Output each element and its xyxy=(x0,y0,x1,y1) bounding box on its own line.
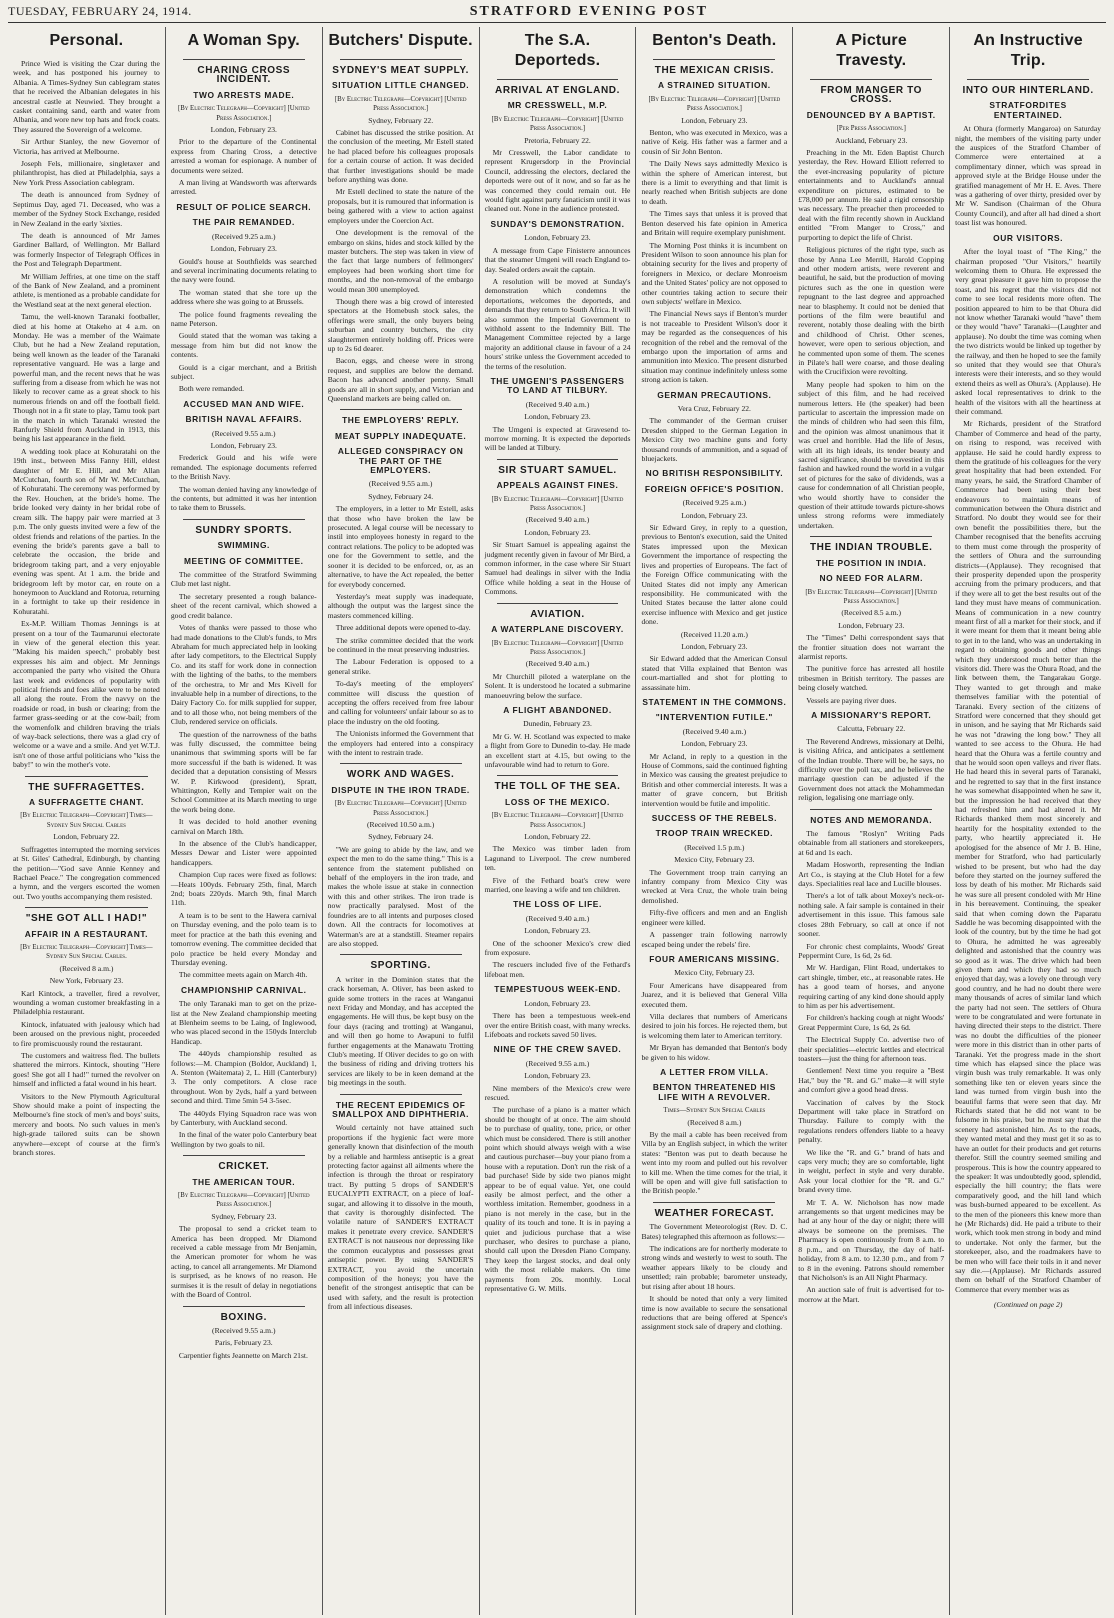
article-paragraph: A resolution will be moved at Sunday's demonstration which condemns the deportations, welcomes the deporteds, and demands that they return to South Africa. It will also summon the Imperial Government to withhold assent to the Indemnity Bill. The Management Committee rejected by a large majority an additional clause in favour of a 24 hours' strike unless the Government acceded to the terms of the resolution. xyxy=(484,276,631,371)
section-headline: THE TOLL OF THE SEA. xyxy=(494,781,621,793)
dateline: (Received 9.25 a.m.) xyxy=(682,498,747,508)
article-paragraph: The committee meets again on March 4th. xyxy=(178,970,308,980)
article-paragraph: Preaching in the Mt. Eden Baptist Church yesterday, the Rev. Howard Elliott referred to the ever-increasing popularity of picture entertainments and to Auckland's annual expenditure on pictures, estimated to be £78,000 per annum. He said a rigid censorship was necessary. The preacher then proceeded to deal with the film recently shown in Auckland entitled "From Manger to Cross," and purporting to depict the life of Christ. xyxy=(798,148,945,242)
article-paragraph: Gould stated that the woman was taking a message from him but did not know the contents. xyxy=(170,331,317,360)
article-paragraph: An auction sale of fruit is advertised for to-morrow at the Mart. xyxy=(798,1285,945,1304)
article-paragraph: Visitors to the New Plymouth Agricultural Show should make a point of inspecting the Melbourne's fine stock of men's and boys' suits, mercery and boots. No such values in men's high-grade tailored suits can be shown anywhere—except of course at the firm's branch stores. xyxy=(13,1091,160,1158)
article-paragraph: A team is to be sent to the Hawera carnival on Thursday evening, and the polo team is to meet for practice at the bath this evening and tomorrow evening. The committee decided that polo practice be held every Monday and Thursday evening. xyxy=(170,910,317,967)
paper-title: STRATFORD EVENING POST xyxy=(469,4,708,19)
column-rule xyxy=(967,79,1089,80)
article-paragraph: Would certainly not have attained such proportions if the hygienic fact were more generally known that disinfection of the mouth by a reliable and harmless antiseptic is a great protecting factor against all ailments where the infection is through the throat or respiratory tract. By putting 5 drops of SANDER'S EUCALYPTI EXTRACT, on a piece of loaf-sugar, and allowing it to dissolve in the mouth, that cavity is thoroughly disinfected. The volatile nature of SANDER'S EXTRACT makes it penetrate every crevice. SANDER'S EXTRACT is not nauseous nor depressing like the common eucalyptus and possesses great antiseptic power. By using SANDER'S EXTRACT, you avoid the uncertain composition of the honeys; you have the benefit of the strongest antiseptic that can be used with safety, and the result is protection from all infectious diseases. xyxy=(327,1123,474,1312)
wire-credit: [By Electric Telegraph—Copyright] Times—Sydney Sun Special Cables. xyxy=(20,943,153,961)
article-paragraph: One development is the removal of the embargo on skins, hides and stock killed by the master butchers. The step was taken in view of the fact that large numbers of fellmongers' employees had been working short time for months, and the non-removal of the embargo would mean 300 unemployed. xyxy=(327,228,474,294)
article-paragraph: Sir Edward Grey, in reply to a question, previous to Benton's execution, said the United States impressed upon the Mexican Government the importance of respecting the lives and properties of Europeans. The fact of the Foreign Office communicating with the United States did not imply any American responsibility. He communicated with the United States because the latter alone could exercise influence with Mexico and get justice done. xyxy=(641,523,788,627)
article-paragraph: The Labour Federation is opposed to a general strike. xyxy=(327,657,474,676)
dateline: Sydney, February 24. xyxy=(368,491,434,501)
dateline: Sydney, February 24. xyxy=(368,832,434,842)
column-headline: The S.A. Deporteds. xyxy=(514,32,601,69)
section-headline: WEATHER FORECAST. xyxy=(654,1207,775,1219)
article-paragraph: Three additional depots were opened to-day. xyxy=(335,623,471,633)
subheadline: LOSS OF THE MEXICO. xyxy=(505,796,610,807)
section-headline: CHARING CROSS INCIDENT. xyxy=(197,65,291,86)
dateline: (Received 10.50 a.m.) xyxy=(367,820,435,830)
subheadline: RESULT OF POLICE SEARCH. xyxy=(176,201,312,212)
dateline: (Received 9.40 a.m.) xyxy=(682,726,747,736)
column-rule xyxy=(653,1202,775,1203)
article-paragraph: Tamu, the well-known Taranaki footballer, died at his home at Otakeho at 4 a.m. on Monday. He was a member of the Waimate Club, but he had a New Zealand reputation, being well known as the leader of the Taranaki representative vanguard. He was a large and powerful man, and the recent news that he was suffering from a disease from which he was not likely to recover came as a great shock to his numerous friends on and off the football field. Though not in a fit state to play, Tamu took part in the match in which Taranaki wrested the Ranfurly Shield from Auckland in 1913, this being his last appearance in the field. xyxy=(13,312,160,444)
article-paragraph: There has been a tempestuous week-end over the entire British coast, with many wrecks. Lifeboats and rockets saved 50 lives. xyxy=(484,1011,631,1039)
article-paragraph: Religious pictures of the right type, such as those by Anna Lee Merrill, Harold Copping and other modern artists, were reverent and beautiful, he said, but the production of moving pictures such as the one in question were repugnant to the last degree and approached near to blasphemy. It could not be denied that portions of the film were beautiful and reverent, notably those dealing with the birth and childhood of Christ. Other scenes, however, were open to serious objection, and he commented upon some of them. The scenes in Pilate's hall were coarse, and those dealing with the Crucifixion were revolting. xyxy=(798,245,945,377)
subheadline: THE AMERICAN TOUR. xyxy=(192,1176,296,1187)
article-paragraph: After the loyal toast of "The King," the chairman proposed "Our Visitors," heartily welcoming them to Ohura. He expressed the very great pleasure it gave him to propose the toast, and his regret that the visitors did not come to see local residents more often. The position appeared to him to be that Ohura did not know whether Taranaki would "have" them or they would "have" Taranaki—(Laughter and applause). No doubt the time was coming when the two districts would be linked up together by the railway, and then he hoped to see the family so united that they would see that Ohura's interests were their interests, and so they would extend theirs as well as Ohura's. (Applause). He asked local representatives to drink to the health of the visitors with all the heartiness at their command. xyxy=(955,247,1102,416)
dateline: Sydney, February 23. xyxy=(211,1211,277,1221)
section-headline: THE EMPLOYERS' REPLY. xyxy=(342,415,460,426)
article-paragraph: The only Taranaki man to get on the prize-list at the New Zealand championship meeting at Blenheim seems to be Laing, of Inglewood, who was placed second in the 150yds Interclub Handicap. xyxy=(170,999,317,1046)
article-paragraph: The famous "Roslyn" Writing Pads obtainable from all stationers and storekeepers, at 6d and 1s each. xyxy=(798,829,945,857)
wire-credit: [By Electric Telegraph—Copyright] [United Press Association.] xyxy=(491,495,624,513)
subheadline: BENTON THREATENED HIS LIFE WITH A REVOLVER. xyxy=(652,1082,776,1102)
article-paragraph: For children's hacking cough at night Woods' Great Peppermint Cure, 1s 6d, 2s 6d. xyxy=(798,1013,945,1032)
subheadline: THE PAIR REMANDED. xyxy=(192,217,295,228)
dateline: New York, February 23. xyxy=(49,976,124,986)
article-paragraph: The Unionists informed the Government that the employers had entered into a conspiracy with the intent to restrain trade. xyxy=(327,729,474,757)
subheadline: DISPUTE IN THE IRON TRADE. xyxy=(331,784,470,795)
dateline: (Received 9.40 a.m.) xyxy=(525,515,590,525)
article-paragraph: A man living at Wandsworth was afterwards arrested. xyxy=(170,178,317,197)
column-rule xyxy=(497,603,619,604)
article-paragraph: Champion Cup races were fixed as follows:—Heats 100yds. February 25th, final, March 2nd; boats 220yds. March 9th, final March 11th. xyxy=(170,870,317,908)
wire-credit: [Per Press Association.] xyxy=(836,125,906,133)
column-rule xyxy=(653,59,775,60)
wire-credit: [By Electric Telegraph—Copyright] [United Press Association.] xyxy=(334,800,467,817)
article-paragraph: Votes of thanks were passed to those who had made donations to the Club's funds, to Mrs Abraham for much appreciated help in looking after lady competitors, to the Electrical Supply Co. and its staff for work done in connection with the lighting of the baths, to the members of the orchestra, to Mr and Mrs Kivell for invaluable help in a number of directions, to the Dairy Factory Co. for milk supplied for supper, and to all those who, not being members of the Club, rendered service on officials. xyxy=(170,623,317,727)
subheadline: FOREIGN OFFICE'S POSITION. xyxy=(644,483,784,494)
subheadline: THE POSITION IN INDIA. xyxy=(816,557,927,568)
column-rule xyxy=(183,59,305,60)
article-paragraph: Cabinet has discussed the strike position. At the conclusion of the meeting, Mr Estell stated he had placed before his colleagues proposals for a certain course of action. It was decided that further investigations should be made before anything was done. xyxy=(327,128,474,185)
section-headline: SYDNEY'S MEAT SUPPLY. xyxy=(332,65,469,76)
article-paragraph: The Morning Post thinks it is incumbent on President Wilson to soon announce his plan for obtaining security for the lives and property of foreigners in Mexico, or declare Monroeism and the United States' policy are not opposed to other countries taking action to secure their own subjects' welfare in Mexico. xyxy=(641,240,788,306)
article-paragraph: Villa declares that numbers of Americans desired to join his forces. He rejected them, but is welcoming them later to American territory. xyxy=(641,1011,788,1040)
article-paragraph: Mr Acland, in reply to a question in the House of Commons, said the continued fighting in Mexico was causing the greatest prejudice to British and other commercial interests. It was a matter of grave concern, but British intervention would be futile and impolitic. xyxy=(641,751,788,808)
article-paragraph: Madam Hosworth, representing the Indian Art Co., is staying at the Club Hotel for a few days. Specialities real lace and Lucille blouses. xyxy=(798,860,945,889)
dateline: (Received 11.20 a.m.) xyxy=(680,629,748,639)
dateline: London, February 23. xyxy=(524,233,591,243)
dateline: London, February 23. xyxy=(681,641,748,651)
subheadline: BRITISH NAVAL AFFAIRS. xyxy=(185,414,303,425)
article-paragraph: The police found fragments revealing the name Peterson. xyxy=(170,309,317,328)
dateline: Pretoria, February 22. xyxy=(524,135,591,145)
section-headline: THE INDIAN TROUBLE. xyxy=(809,542,933,554)
wire-credit: Times—Sydney Sun Special Cables xyxy=(663,1107,766,1115)
column-rule xyxy=(25,776,148,777)
section-headline: SUNDRY SPORTS. xyxy=(195,524,293,536)
column-3 xyxy=(322,27,479,1615)
column-headline: A Woman Spy. xyxy=(187,32,300,49)
column-rule xyxy=(340,409,462,410)
article-paragraph: The Daily News says admittedly Mexico is within the sphere of American interest, but there is a limit to everything and that limit is nearly reached when British subjects are done to death. xyxy=(641,159,788,206)
article-paragraph: The woman stated that she tore up the address where she was going to at Brussels. xyxy=(170,287,317,307)
column-rule xyxy=(25,907,148,908)
dateline: Sydney, February 22. xyxy=(368,115,434,125)
dateline: Calcutta, February 22. xyxy=(837,724,906,734)
article-paragraph: To-day's meeting of the employers' committee will discuss the question of accepting the offers received from free labour and calling for volunteers' unfair labour so as to place the industry on the old footing. xyxy=(327,679,474,726)
article-paragraph: Mr W. Hardigan, Flint Road, undertakes to cart shingle, timber, etc., at reasonable rates. He has a good team of horses, and anyone requiring carting of any kind done should apply to him as per his advertisement. xyxy=(798,963,945,1010)
dateline: Auckland, February 23. xyxy=(835,135,908,145)
dateline: London, February 23. xyxy=(524,527,591,537)
article-paragraph: A passenger train following narrowly escaped being under the rebels' fire. xyxy=(641,930,788,949)
column-headline: A Picture Travesty. xyxy=(835,32,907,69)
article-paragraph: A message from Cape Finisterre announces that the steamer Umgeni will reach England to-day. Sealed orders await the captain. xyxy=(484,245,631,274)
masthead xyxy=(8,4,1106,23)
subheadline: SWIMMING. xyxy=(217,540,270,551)
column-headline: An Instructive Trip. xyxy=(973,32,1083,69)
article-paragraph: The Mexico was timber laden from Lagunand to Liverpool. The crew numbered ten. xyxy=(484,844,631,873)
subheadline: NO NEED FOR ALARM. xyxy=(819,573,923,584)
column-6 xyxy=(792,27,949,1615)
article-paragraph: Prince Wied is visiting the Czar during the week, and has postponed his journey to Albania. A Times-Sydney Sun cablegram states that he received the Albanian delegates in his ancestral castle at Neuwied. They brought a casket containing sand, earth and water from Albania, and wore new top hats and frock coats. They assured the Sovereign of a welcome. xyxy=(13,59,160,134)
column-rule xyxy=(810,809,932,810)
subheadline: MR CRESSWELL, M.P. xyxy=(507,100,608,111)
column-headline: Butchers' Dispute. xyxy=(328,32,473,49)
dateline: London, February 23. xyxy=(838,620,905,630)
subheadline: MEAT SUPPLY INADEQUATE. xyxy=(335,430,467,441)
dateline: London, February 22. xyxy=(524,832,591,841)
wire-credit: [By Electric Telegraph—Copyright] [United Press Association.] xyxy=(491,812,624,829)
subheadline: TWO ARRESTS MADE. xyxy=(193,89,295,100)
section-headline: "SHE GOT ALL I HAD!" xyxy=(25,913,148,925)
article-paragraph: The customers and waitress fled. The bullets shattered the mirrors. Kintock, shouting "Here goes! She got all I had!" turned the revolver on himself and inflicted a fatal wound in his heart. xyxy=(13,1051,160,1089)
dateline: (Received 1.5 p.m.) xyxy=(684,842,745,852)
article-paragraph: Mr Richards, president of the Stratford Chamber of Commerce and head of the party, on rising to respond, was received with applause. He said he could hardly express to them the gratitude of his colleagues for the very great hospitality that had been extended. For many years, he said, the Stratford Chamber of Commerce had been using their best endeavours to maintain means of communication between the Ohura district and Stratford. No doubt they would see for their own benefit the possibilities there, but the Chamber recognised that the benefits accruing to them must come through the prosperity of the settlers of Ohura and the surrounding districts—(Applause). They recognised that their prosperity depended upon the prosperity accruing from the primary producers, and that if they were all to get the best results out of the land they must have means of communication. Means of communication in a new country meant first of all a market for their stock, and if it were meant for them that it meant being able to get in to the land, who was an undertaking in regard to obtaining goods and other things which they understood much better than the visitors did. There was the Ohura Road, and the link between them, the Tangarakau Gorge. They wanted to get through and make themselves familiar with the potential of Taranaki. Every section of the citizens of Stratford were concerned that they should get in unison, and he saying that Mr Richards said he was not "drawing the long bow." They all wanted to see access to the Ohura. He had heard that the Ohura was a fertile country and that he would soon open valleys and river flats. He had heard this in several parts of Taranaki, and he regretted to say that in the first instance he was somewhat disappointed when he saw it, but the impression he had received that they had refreshed him and had altered it. Mr Richards thanked them most sincerely and heartily for the hospitality extended to the party, who heartily appreciated it. He apologised for the absence of Mr J. B. Hine, member for Stratford, who had particularly wished to be present, but who had the day before they started on the journey suffered the loss by death of his mother. Mr Richards said he was sure all present condoled with Mr Hine in his bereavement. Continuing, the speaker said that when coming down the Paparatu Saddle he was becoming disappointed with the look of the country, but by the time he had got to Ohura, he admitted he was agreeably delighted and astonished that the country was so good as it was. The drive which had been given them and which they had so much enjoyed that day, was a lovely one through very good country, and he had no doubt there were many thousands of acres of similar land which the party had not seen. The settlers of Ohura were to be congratulated and were fortunate in having directed their steps to the district. There was no doubt the difficulties of the pioneer were more in this district than in other parts of Taranaki. Yet the progress made in the short time which has elapsed since the place was virgin bush was truly remarkable. It was only something like ten or eleven years since the land was turned from virgin bush into the beautiful farms that were seen that day. Mr Richards stated that he did not want to be fulsome in his praise, but he must say that the scenery had astonished him. As to the roads, they wanted metal and they must get it so as to have an outlet for their products and get returns therefor. Still the country seemed smiling and prosperous. This is how the country appeared to the speaker: It was undoubtedly good, splendid, especially the hill country; the flats were comparatively good, and the hill land which was bush-burned appeared to be excellent. As to the men of the pioneers this knew more than he (Mr Richards) did. He paid a tribute to their work, which took men strong in body and mind to undertake. Not only the farmer, but the storekeeper, also, and the roadmakers have to be men who will face their toils in it and never say die.—(Applause). Mr Richards assured them on behalf of the Stratford Chamber of Commerce that every member was as xyxy=(955,419,1102,1294)
article-paragraph: Sir Stuart Samuel is appealing against the judgment recently given in favour of Mr Bird, a common informer, in the case where Sir Stuart Samuel had dealings in silver with the India Office while holding a seat in the House of Commons. xyxy=(484,540,631,597)
article-paragraph: Gould is a cigar merchant, and a British subject. xyxy=(170,362,317,381)
dateline: London, February 23. xyxy=(524,1071,591,1081)
article-paragraph: Sir Edward added that the American Consul stated that Villa explained that Benton was court-martialled and shot for plotting to assassinate him. xyxy=(641,654,788,692)
subheadline: A MISSIONARY'S REPORT. xyxy=(811,709,932,720)
article-paragraph: In the final of the water polo Canterbury beat Wellington by two goals to nil. xyxy=(170,1130,317,1149)
article-paragraph: The question of the narrowness of the baths was fully discussed, the committee being unanimous that swimming sports will be far more successful if the bath is widened. It was decided that a deputation consisting of Messrs W. P. Kirkwood (president), Spratt, Whittington, Kelly and Tempier wait on the School Committee at its March meeting to urge the work being done. xyxy=(170,729,317,814)
subheadline: NINE OF THE CREW SAVED. xyxy=(493,1044,622,1055)
article-paragraph: The Reverend Andrews, missionary at Delhi, is visiting Africa, and anticipates a settlement of the Indian trouble. There will be, he says, no difficulty over the poll tax, and he believes the marriage question can be adjusted if the Government does not attack the Mohammedan religion, legalising one marriage only. xyxy=(798,736,945,803)
dateline: Mexico City, February 23. xyxy=(674,968,755,978)
article-paragraph: The Times says that unless it is proved that Benton deserved his fate opinion in America and Britain will require exemplary punishment. xyxy=(641,209,788,238)
column-rule xyxy=(340,59,462,60)
article-paragraph: The punitive force has arrested all hostile tribesmen in British territory. The passes are being closely watched. xyxy=(798,664,945,693)
subheadline: SITUATION LITTLE CHANGED. xyxy=(332,80,470,91)
article-paragraph: Gould's house at Southfields was searched and several incriminating documents relating to the navy were found. xyxy=(170,256,317,285)
article-paragraph: At Ohura (formerly Mangaroa) on Saturday night, the members of the visiting party under the auspices of the Stratford Chamber of Commerce were entertained at a complimentary dinner, which was spread in approved style at the Bridge House under the gratified management of Mr H. E. Aves. There was a gathering of over thirty, presided over by Mr W. Sandison (Chairman of the Ohura County Council), and after all had dined a short toast list was honoured. xyxy=(955,124,1102,228)
article-paragraph: The Electrical Supply Co. advertise two of their specialities—electric kettles and electrical toasters—just the thing for afternoon teas. xyxy=(798,1035,945,1063)
article-paragraph: The employers, in a letter to Mr Estell, asks that those who have broken the law be prosecuted. A legal course will be necessary to instil into employees honesty in regard to the contract relations. The policy to be adopted was one for the Government to settle, and the sooner it is decided to be enforced, or, as an alternative, to have the Act repealed, the better for everybody concerned. xyxy=(327,504,474,589)
dateline: (Received 9.25 a.m.) xyxy=(212,231,276,241)
wire-credit: [By Electric Telegraph—Copyright] [United Press Association.] xyxy=(491,115,624,133)
column-rule xyxy=(183,1155,305,1156)
subheadline: CHAMPIONSHIP CARNIVAL. xyxy=(181,984,307,995)
subheadline: FOUR AMERICANS MISSING. xyxy=(649,953,780,964)
subheadline: TEMPESTUOUS WEEK-END. xyxy=(494,984,621,995)
article-paragraph: Nine members of the Mexico's crew were rescued. xyxy=(484,1083,631,1102)
article-paragraph: Both were remanded. xyxy=(178,384,245,394)
article-paragraph: In the absence of the Club's handicapper, Messrs Dewar and Lister were appointed handicappers. xyxy=(170,839,317,867)
subheadline: A LETTER FROM VILLA. xyxy=(660,1066,769,1077)
article-paragraph: The Government troop train carrying an infantry company from Mexico City was wrecked at Vera Cruz, the whole train being demolished. xyxy=(641,867,788,905)
dateline: (Received 9.55 a.m.) xyxy=(525,1058,590,1068)
article-paragraph: Sir Arthur Stanley, the new Governor of Victoria, has arrived at Melbourne. xyxy=(13,137,160,156)
column-5 xyxy=(635,27,792,1615)
article-paragraph: Carpentier fights Jeannette on March 21st. xyxy=(178,1350,308,1360)
subheadline: "INTERVENTION FUTILE." xyxy=(655,712,774,723)
article-paragraph: The death is announced from Sydney of Septimus Day, aged 71. Deceased, who was a member of the Sydney Stock Exchange, resided in New Zealand in the early 'sixties. xyxy=(13,190,160,228)
article-paragraph: The woman denied having any knowledge of the contents, but admitted it was her intention to take them to Brussels. xyxy=(170,484,317,513)
article-paragraph: A writer in the Dominion states that the crack horseman, A. Oliver, has been asked to guide some trotters in the races at Wanganui next Friday and Monday, and has accepted the engagements. He will thus, be kept busy on the four days (racing and trotting) at Wanganui, and will then go home to Awapuni to fulfil further engagements at the Manawatu Trotting Club's meeting. If Oliver decides to go on with the business of riding and driving trotters his services are likely to be in keen demand at the big meetings in the south. xyxy=(327,974,474,1088)
column-rule xyxy=(497,79,619,80)
article-paragraph: Many people had spoken to him on the subject of this film, and he had received numerous letters. He (the speaker) had been particular to ascertain the impression made on the minds of children who had seen this film, and the opinion was almost unanimous that it was cruel and horrible. Had the life of Jesus, with all its high ideals, its tender beauty and sacred significance, should be travestied in this fashion and hawked round the world in a vulgar set of pictures for the sake of dividends, was a cause for condemnation of all Christian people, who would shortly have to consider the question of their attitude towards picture-shows unless strong reforms were immediately undertaken. xyxy=(798,379,945,530)
article-paragraph: The Umgeni is expected at Gravesend to-morrow morning. It is expected the deporteds will be landed at Tilbury. xyxy=(484,424,631,453)
wire-credit: [By Electric Telegraph—Copyright] [United Press Association.] xyxy=(334,95,467,113)
subheadline: STATEMENT IN THE COMMONS. xyxy=(642,696,787,707)
article-paragraph: The 440yds championship resulted as follows:—M. Champion (Boldor, Auckland) 1, A. Stenton (Waitemata) 2, L. Hill (Canterbury) 3. The only competitors. A close race throughout. Won by 2yds, half a yard between second and third. Time 5min 54 3-5sec. xyxy=(170,1049,317,1106)
column-headline: Benton's Death. xyxy=(652,32,777,49)
column-rule xyxy=(340,954,462,955)
subheadline: GERMAN PRECAUTIONS. xyxy=(657,389,772,400)
dateline: Dunedin, February 23. xyxy=(523,719,592,729)
subheadline: STRATFORDITES ENTERTAINED. xyxy=(989,100,1067,120)
article-paragraph: The proposal to send a cricket team to America has been dropped. Mr Diamond received a cable message from Mr Benjamin, the American promoter for whom he was acting, to cancel all arrangements. Mr Diamond is surprised, as he knows of no reason. He surmises it is the result of delay in negotiations with the Board of Control. xyxy=(170,1224,317,1300)
subheadline: SUNDAY'S DEMONSTRATION. xyxy=(490,218,625,229)
section-headline: CRICKET. xyxy=(218,1161,270,1173)
article-paragraph: Benton, who was executed in Mexico, was a native of Keig. His father was a farmer and a cousin of Sir John Benton. xyxy=(641,128,788,156)
article-paragraph: Gentlemen! Next time you require a "Best Hat," buy the "R. and G." make—it will style and comfort give a good head dress. xyxy=(798,1066,945,1095)
article-paragraph: The purchase of a piano is a matter which should be thought of at once. The aim should be to purchase of quality, tone, price, or other which must be considered. There is still another point which should always weigh with a wise and cautious purchaser—buy your piano from a house with a reputation. Don't run the risk of a bad purchase! Side by side two pianos might appear to be of equal value. Yet, one could easily be almost perfect, and the other a worthless imitation. Remember, goodness in a piano is not merely in the case, but in the quality of its touch and tone. It is in paying a quiet and judicious purchase that a wise purchaser, who desires to purchase a piano, should call upon the Dresden Piano Company. They keep the largest stocks, and deal only with the most reliable makers. On time payments from 20s. monthly. Local representative G. W. Mills. xyxy=(484,1105,631,1294)
article-paragraph: Mr Churchill piloted a waterplane on the Solent. It is understood he located a submarine manoeuvring below the surface. xyxy=(484,671,631,700)
article-paragraph: The secretary presented a rough balance-sheet of the recent carnival, which showed a good credit balance. xyxy=(170,591,317,620)
article-paragraph: Yesterday's meat supply was inadequate, although the output was the largest since the masters commenced killing. xyxy=(327,591,474,620)
subheadline: ACCUSED MAN AND WIFE. xyxy=(183,398,305,409)
subheadline: A FLIGHT ABANDONED. xyxy=(503,704,612,715)
dateline: (Received 8 a.m.) xyxy=(59,963,114,973)
section-headline: THE SUFFRAGETTES. xyxy=(28,781,145,793)
section-headline: INTO OUR HINTERLAND. xyxy=(962,85,1094,96)
article-paragraph: The indications are for northerly moderate to strong winds and westerly to west to south. The weather appears likely to be cloudy and unsettled; rain probable; barometer unsteady, but rising after about 18 hours. xyxy=(641,1244,788,1291)
subheadline: A SUFFRAGETTE CHANT. xyxy=(28,797,144,808)
column-rule xyxy=(810,536,932,537)
article-paragraph: It should be noted that only a very limited time is now available to secure the sensational reductions that are being offered at Spence's assignment stock sale of drapery and clothing. xyxy=(641,1294,788,1332)
article-paragraph: Mr Estell declined to state the nature of the proposals, but it is rumoured that information is being gathered with a view to action against employers under the Coercion Act. xyxy=(327,187,474,225)
subheadline: THE UMGENI'S PASSENGERS TO LAND AT TILBURY. xyxy=(490,375,625,396)
column-2 xyxy=(165,27,322,1615)
dateline: London, February 23. xyxy=(210,441,277,450)
article-paragraph: We like the "R. and G." brand of hats and caps very much; they are so comfortable, light in weight, perfect in style and very durable. Ask your local clothier for the "R. and G." brand every time. xyxy=(798,1147,945,1195)
subheadline: TROOP TRAIN WRECKED. xyxy=(655,828,774,839)
dateline: London, February 23. xyxy=(210,244,277,254)
article-paragraph: The strike committee decided that the work be continued in the meat preserving industries. xyxy=(327,635,474,654)
dateline: London, February 23. xyxy=(210,125,277,135)
article-paragraph: Vaccination of calves by the Stock Department will take place in Stratford on Thursday. Failure to comply with the regulations renders offenders liable to a heavy penalty. xyxy=(798,1097,945,1145)
article-paragraph: The Financial News says if Benton's murder is not traceable to President Wilson's door it may be regarded as the consequences of his recognition of the rebel and the removal of the embargo upon the importation of arms and ammunition into Mexico. The present disturbed situation may continue indefinitely unless some strong action is taken. xyxy=(641,309,788,385)
dateline: London, February 23. xyxy=(681,739,748,749)
column-4 xyxy=(479,27,636,1615)
subheadline: ALLEGED CONSPIRACY ON THE PART OF THE EMPLOYERS. xyxy=(337,446,464,476)
article-paragraph: Bacon, eggs, and cheese were in strong request, and supplies are below the demand. Bacon has advanced another penny. Small goods are all in short supply, and Victorian and Queensland markets are being called on. xyxy=(327,356,474,403)
subheadline: SUCCESS OF THE REBELS. xyxy=(651,813,778,824)
article-paragraph: Frederick Gould and his wife were remanded. The espionage documents referred to the British Navy. xyxy=(170,453,317,482)
subheadline: A WATERPLANE DISCOVERY. xyxy=(491,624,624,635)
article-paragraph: Ex-M.P. William Thomas Jennings is at present on a tour of the Taumarunui electorate in view of the general election this year. "Making his maiden speech," probably best expresses his aim and object. Mr Jennings accompanied the party who visited the Ohura last week and evidences of popularity with political friends and foes alike were to be noted all along the route. From the navvy on the roadside or road, in bush or clearing; from the farmer grass-seeding or at the cow-bail; from the womenfolk and children braving the trials of way-back selections, there was a glad cry of welcome or a wave and a smile. And yet W.T.J. isn't one of those artful politicians who "kiss the baby!" to win the mother's vote. xyxy=(13,619,160,770)
section-headline: BOXING. xyxy=(220,1311,267,1323)
article-paragraph: Mr Cresswell, the Labor candidate to represent Krugersdorp in the Provincial Council, addressing the electors, declared the deporteds were out of it now, and so far as he was concerned they could remain out. He would fight against party fanaticism until it was cleaned out. None in the audience protested. xyxy=(484,148,631,214)
dateline: London, February 23. xyxy=(681,510,748,520)
dateline: London, February 23. xyxy=(524,998,591,1008)
article-paragraph: The commander of the German cruiser Dresden shipped to the German Legation in Mexico City two machine guns and forty thousand rounds of ammunition, and a squad of bluejackets. xyxy=(641,416,788,464)
dateline: London, February 23. xyxy=(524,412,591,422)
dateline: (Received 9.55 a.m.) xyxy=(212,1325,276,1335)
column-7 xyxy=(949,27,1106,1615)
column-rule xyxy=(497,775,619,776)
article-paragraph: By the mail a cable has been received from Villa by an English subject, in which the writer states: "Benton was put to death because he went into my room and pulled out his revolver to kill me. When the time comes for the trial, it will be open and will give full satisfaction to the British people." xyxy=(641,1130,788,1196)
issue-date: TUESDAY, FEBRUARY 24, 1914. xyxy=(8,4,192,18)
subheadline: NO BRITISH RESPONSIBILITY. xyxy=(645,468,784,479)
dateline: (Received 8 a.m.) xyxy=(687,1117,742,1127)
column-rule xyxy=(340,1094,462,1095)
dateline: (Received 8.5 a.m.) xyxy=(841,608,902,618)
dateline: Paris, February 23. xyxy=(214,1338,273,1348)
article-paragraph: The committee of the Stratford Swimming Club met last night. xyxy=(170,570,317,589)
wire-credit: [By Electric Telegraph—Copyright] [United Press Association.] xyxy=(648,95,781,113)
wire-credit: [By Electric Telegraph—Copyright] [United Press Association.] xyxy=(491,639,624,656)
section-headline: AVIATION. xyxy=(530,608,585,620)
article-paragraph: Prior to the departure of the Continental express from Charing Cross, a detective arrested a woman for espionage. A number of documents were seized. xyxy=(170,137,317,175)
article-paragraph: One of the schooner Mexico's crew died from exposure. xyxy=(484,938,631,958)
article-paragraph: There's a lot of talk about Moxey's neck-or-nothing sale. A fair sample is contained in their advertisement in this issue. This famous sale closes 28th February, so call at once if not sooner. xyxy=(798,891,945,939)
article-paragraph: The Government Meteorologist (Rev. D. C. Bates) telegraphed this afternoon as follows:— xyxy=(641,1222,788,1241)
article-paragraph: Fifty-five officers and men and an English engineer were killed. xyxy=(641,908,788,927)
dateline: London, February 23. xyxy=(681,115,748,125)
dateline: London, February 22. xyxy=(53,832,120,842)
column-rule xyxy=(810,79,932,80)
article-paragraph: "We are going to abide by the law, and we expect the men to do the same thing." This is a sentence from the statement published on behalf of the employers in the iron trade, and makes the whole issue at stake in connection with this and other strikes. The iron trade is now practically paralysed. Most of the foundries are to all intents and purposes closed down. All the contracts for locomotives at Waterman's are at a standstill. Steamer repairs are also stopped. xyxy=(327,844,474,948)
wire-credit: [By Electric Telegraph—Copyright] [United Press Association.] xyxy=(805,588,938,605)
article-paragraph: Vessels are paying river dues. xyxy=(806,695,897,705)
column-headline: Personal. xyxy=(49,32,124,49)
column-rule xyxy=(183,519,305,520)
article-paragraph: Karl Kintock, a traveller, fired a revolver, wounding a woman customer breakfasting in a Philadelphia restaurant. xyxy=(13,988,160,1017)
section-headline: NOTES AND MEMORANDA. xyxy=(810,814,933,825)
article-paragraph: A wedding took place at Kohuratahi on the 19th inst., between Miss Fanny Hill, eldest daughter of Mr E. Hill, and Mr Allan McCutchan, fourth son of Mr W. McCutchan, of Kohuratahi. The ceremony was performed by the Rev. Houchen, at the bride's home. The bride looked very dainty in her bridal robe of cream silk. The happy pair were married at 3 p.m. The only guests invited were a few of the oldest friends and relations of the parties. In the evening the bride's parents gave a ball to celebrate the occasion, the bride and bridegroom taking part, and a very enjoyable evening was spent. At 1 a.m. the bride and bridegroom left by motor car, en route on a honeymoon to Auckland and Rotorua, returning in a fortnight to take up their residence in Kohuratahi. xyxy=(13,446,160,616)
article-paragraph: It was decided to hold another evening carnival on March 18th. xyxy=(170,817,317,836)
section-headline: WORK AND WAGES. xyxy=(346,769,455,781)
subheadline: AFFAIR IN A RESTAURANT. xyxy=(24,928,149,939)
article-paragraph: Though there was a big crowd of interested spectators at the Homebush stock sales, the offerings were small, the only buyers being suburban and country butchers, the city slaughtermen entirely holding off. Prices were up to 2s 6d dearer. xyxy=(327,296,474,353)
subheadline: THE LOSS OF LIFE. xyxy=(513,899,602,910)
article-paragraph: Mr Bryan has demanded that Benton's body be given to his widow. xyxy=(641,1043,788,1062)
article-paragraph: Mr T. A. W. Nicholson has now made arrangements so that urgent medicines may be had at any hour of the day or night; there will always be someone on the premises. The Pharmacy is open continuously from 8 a.m. to 8 p.m., and on Thursday, the day of half-holiday, from 8 a.m. to 12.30 p.m., and from 7 to 8 in the evening. Patrons should remember that Nicholson's is an All Night Pharmacy. xyxy=(798,1197,945,1282)
dateline: (Received 9.55 a.m.) xyxy=(368,479,433,489)
column-rule xyxy=(183,1306,305,1307)
wire-credit: [By Electric Telegraph—Copyright] [United Press Association.] xyxy=(177,1192,310,1209)
column-rule xyxy=(340,763,462,764)
subheadline: APPEALS AGAINST FINES. xyxy=(496,480,619,491)
dateline: Vera Cruz, February 22. xyxy=(677,404,751,413)
dateline: Mexico City, February 23. xyxy=(674,855,755,865)
article-paragraph: The 440yds Flying Squadron race was won by Canterbury, with Auckland second. xyxy=(170,1108,317,1127)
subheadline: MEETING OF COMMITTEE. xyxy=(183,555,304,566)
dateline: (Received 9.40 a.m.) xyxy=(525,913,590,923)
wire-credit: [By Electric Telegraph—Copyright] [United Press Association.] xyxy=(177,105,310,122)
continued-note: (Continued on page 2) xyxy=(993,1300,1063,1310)
columns xyxy=(8,27,1106,1615)
section-headline: THE RECENT EPIDEMICS OF SMALLPOX AND DIPHTHERIA. xyxy=(332,1099,470,1119)
article-paragraph: Mr G. W. H. Scotland was expected to make a flight from Gore to Dunedin to-day. He made an excellent start at 4.15, but owing to the unfavourable wind had to return to Gore. xyxy=(484,731,631,769)
section-headline: THE MEXICAN CRISIS. xyxy=(654,65,774,76)
article-paragraph: Four Americans have disappeared from Juarez, and it is believed that General Villa executed them. xyxy=(641,980,788,1009)
section-headline: SIR STUART SAMUEL. xyxy=(498,464,617,476)
article-paragraph: The "Times" Delhi correspondent says that the frontier situation does not warrant the alarmist reports. xyxy=(798,633,945,661)
section-headline: FROM MANGER TO CROSS. xyxy=(820,85,922,106)
wire-credit: [By Electric Telegraph—Copyright] Times—Sydney Sun Special Cables xyxy=(20,812,153,829)
subheadline: A STRAINED SITUATION. xyxy=(658,80,771,91)
column-rule xyxy=(497,459,619,460)
dateline: (Received 9.55 a.m.) xyxy=(212,428,276,438)
article-paragraph: Kintock, infatuated with jealousy which had been aroused on the previous night, proceeded to fire promiscuously round the restaurant. xyxy=(13,1019,160,1048)
subheadline: DENOUNCED BY A BAPTIST. xyxy=(806,109,936,120)
dateline: (Received 9.40 a.m.) xyxy=(525,659,590,669)
article-paragraph: The death is announced of Mr James Gardiner Ballard, of Wellington. Mr Ballard was formerly Inspector of Telegraph Offices in the Post and Telegraph Department. xyxy=(13,230,160,269)
article-paragraph: For chronic chest complaints, Woods' Great Peppermint Cure, 1s 6d, 2s 6d. xyxy=(798,941,945,960)
article-paragraph: Joseph Fels, millionaire, singletaxer and philanthropist, has died at Philadelphia, says a New York Press Association cablegram. xyxy=(13,159,160,187)
column-1 xyxy=(8,27,165,1615)
article-paragraph: Five of the Fethard boat's crew were married, one leaving a wife and ten children. xyxy=(484,875,631,895)
subheadline: OUR VISITORS. xyxy=(993,232,1064,243)
article-paragraph: Mr William Jeffries, at one time on the staff of the Bank of New Zealand, and a prominent athlete, is mentioned as a probable candidate for the Westland seat at the next general election. xyxy=(13,271,160,309)
article-paragraph: The rescuers included five of the Fethard's lifeboat men. xyxy=(484,960,631,979)
dateline: London, February 23. xyxy=(524,926,591,936)
article-paragraph: Suffragettes interrupted the morning services at St. Giles' Cathedral, Edinburgh, by chanting the petition—"God save Annie Kenney and Rachael Peace." The congregation commenced a hymn, and the vergers escorted the women out. Two youths accompanying them resisted. xyxy=(13,844,160,901)
section-headline: SPORTING. xyxy=(370,960,431,972)
section-headline: ARRIVAL AT ENGLAND. xyxy=(495,85,620,96)
dateline: (Received 9.40 a.m.) xyxy=(525,399,590,409)
